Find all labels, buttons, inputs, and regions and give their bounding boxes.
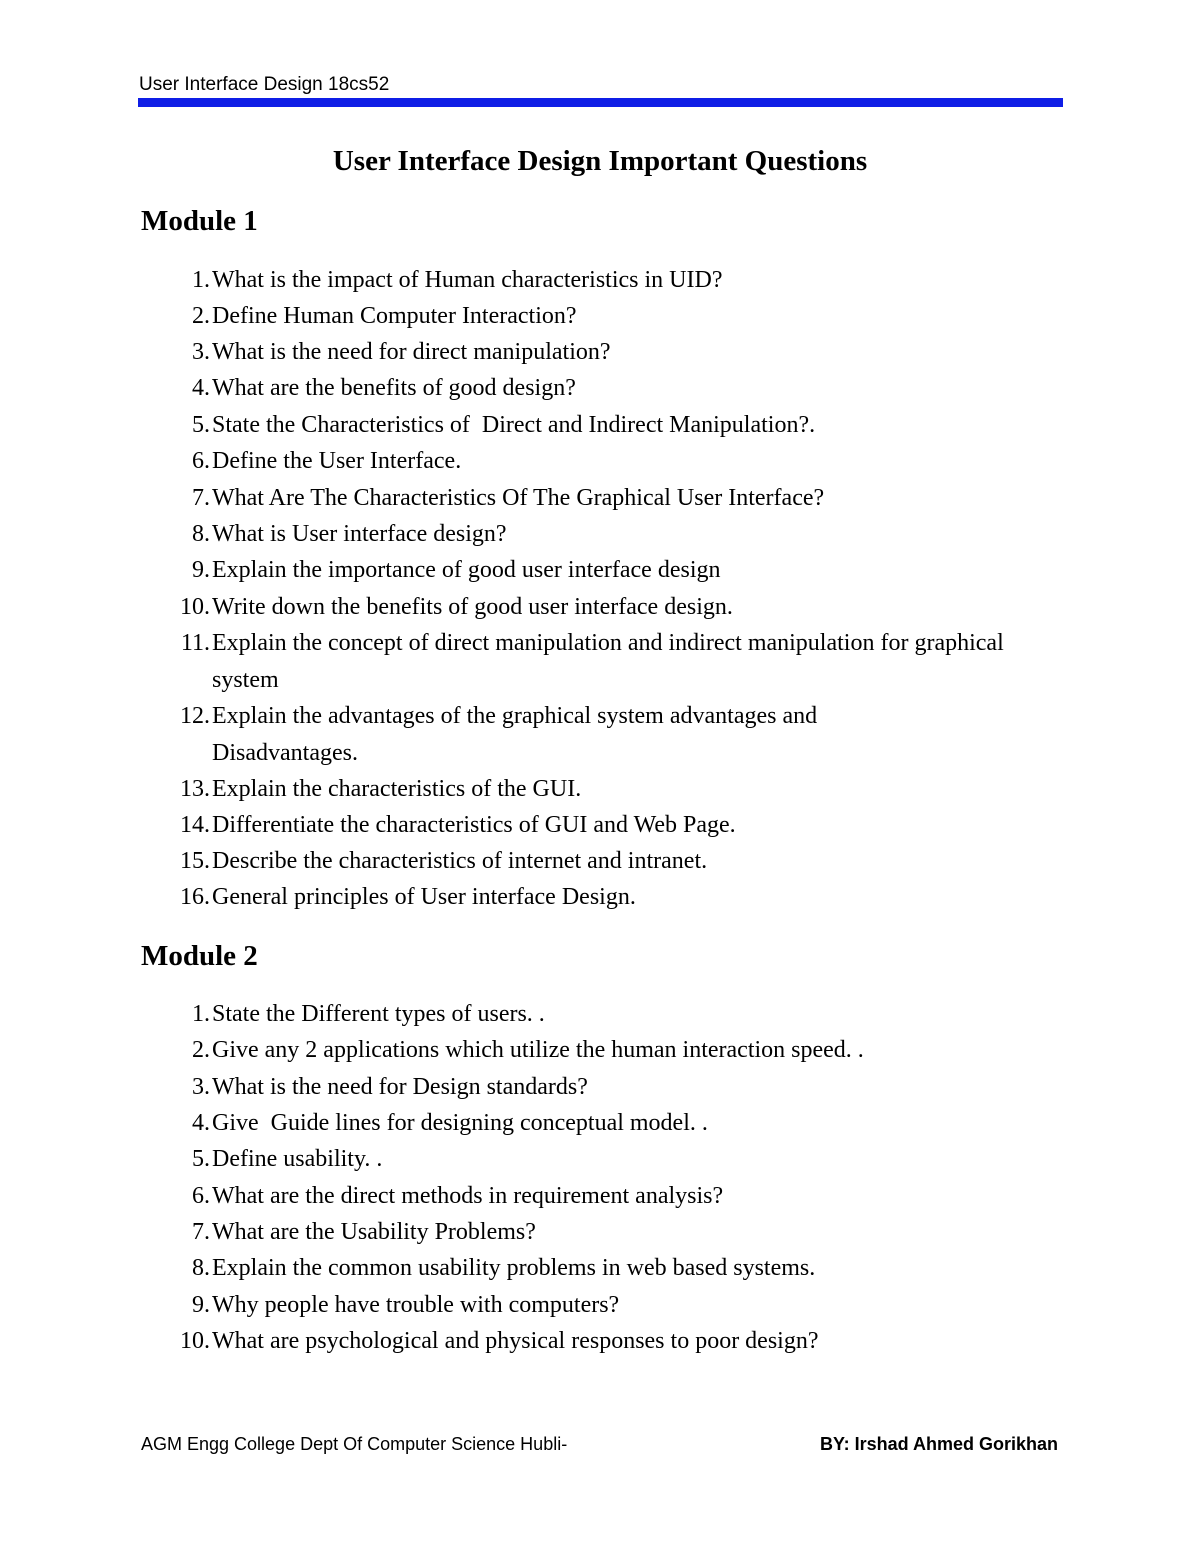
question-text: What is the impact of Human characteristics in UID? xyxy=(212,267,723,293)
question-text: Define usability. . xyxy=(212,1146,383,1172)
question-text: Why people have trouble with computers? xyxy=(212,1292,620,1318)
question-number: 8. xyxy=(192,1255,210,1281)
question-number: 8. xyxy=(192,521,210,547)
question-text: Explain the characteristics of the GUI. xyxy=(212,776,582,802)
question-number: 6. xyxy=(192,448,210,474)
question-number: 9. xyxy=(192,557,210,583)
question-text: What are psychological and physical responses to poor design? xyxy=(212,1328,819,1354)
question-text: Give any 2 applications which utilize the human interaction speed. . xyxy=(212,1037,864,1063)
question-number: 3. xyxy=(192,1074,210,1100)
question-text: Explain the advantages of the graphical system advantages and Disadvantages. xyxy=(212,703,818,766)
question-text: What is the need for Design standards? xyxy=(212,1074,588,1100)
page-title: User Interface Design Important Questions xyxy=(332,145,868,177)
question-text: What Are The Characteristics Of The Graphical User Interface? xyxy=(212,485,825,511)
module-1-heading: Module 1 xyxy=(141,205,258,237)
question-number: 10. xyxy=(180,594,210,620)
question-text: Define Human Computer Interaction? xyxy=(212,303,577,329)
question-text: What are the benefits of good design? xyxy=(212,375,576,401)
question-text: Explain the concept of direct manipulation and indirect manipulation for graphical system xyxy=(212,630,1004,693)
question-text: Explain the importance of good user interface design xyxy=(212,557,721,583)
question-text: What is User interface design? xyxy=(212,521,507,547)
question-text: Describe the characteristics of internet and intranet. xyxy=(212,848,708,874)
question-number: 1. xyxy=(192,267,210,293)
question-number: 7. xyxy=(192,1219,210,1245)
question-number: 1. xyxy=(192,1001,210,1027)
question-text: Explain the common usability problems in web based systems. xyxy=(212,1255,816,1281)
question-text: Define the User Interface. xyxy=(212,448,462,474)
running-header: User Interface Design 18cs52 xyxy=(139,74,390,95)
footer-author: BY: Irshad Ahmed Gorikhan xyxy=(820,1434,1059,1454)
question-number: 15. xyxy=(180,848,210,874)
question-text: Write down the benefits of good user interface design. xyxy=(212,594,733,620)
question-number: 16. xyxy=(180,884,210,910)
question-text: State the Different types of users. . xyxy=(212,1001,545,1027)
question-text: Differentiate the characteristics of GUI and Web Page. xyxy=(212,812,736,838)
question-number: 2. xyxy=(192,303,210,329)
question-text: General principles of User interface Design. xyxy=(212,884,636,910)
question-number: 6. xyxy=(192,1183,210,1209)
question-number: 12. xyxy=(180,703,210,729)
question-number: 5. xyxy=(192,412,210,438)
question-number: 2. xyxy=(192,1037,210,1063)
question-text: What is the need for direct manipulation? xyxy=(212,339,611,365)
header-rule xyxy=(138,98,1063,107)
question-number: 10. xyxy=(180,1328,210,1354)
question-number: 14. xyxy=(180,812,210,838)
question-number: 3. xyxy=(192,339,210,365)
question-text: What are the Usability Problems? xyxy=(212,1219,536,1245)
question-number: 7. xyxy=(192,485,210,511)
question-number: 11. xyxy=(180,630,210,656)
footer-institution: AGM Engg College Dept Of Computer Science Hubli- xyxy=(141,1434,568,1454)
question-number: 4. xyxy=(192,1110,210,1136)
module-2-heading: Module 2 xyxy=(141,940,258,972)
question-number: 5. xyxy=(192,1146,210,1172)
question-number: 4. xyxy=(192,375,210,401)
question-text: What are the direct methods in requirement analysis? xyxy=(212,1183,724,1209)
question-number: 9. xyxy=(192,1292,210,1318)
question-text: Give Guide lines for designing conceptual model. . xyxy=(212,1110,708,1136)
question-text: State the Characteristics of Direct and Indirect Manipulation?. xyxy=(212,412,816,438)
question-number: 13. xyxy=(180,776,210,802)
